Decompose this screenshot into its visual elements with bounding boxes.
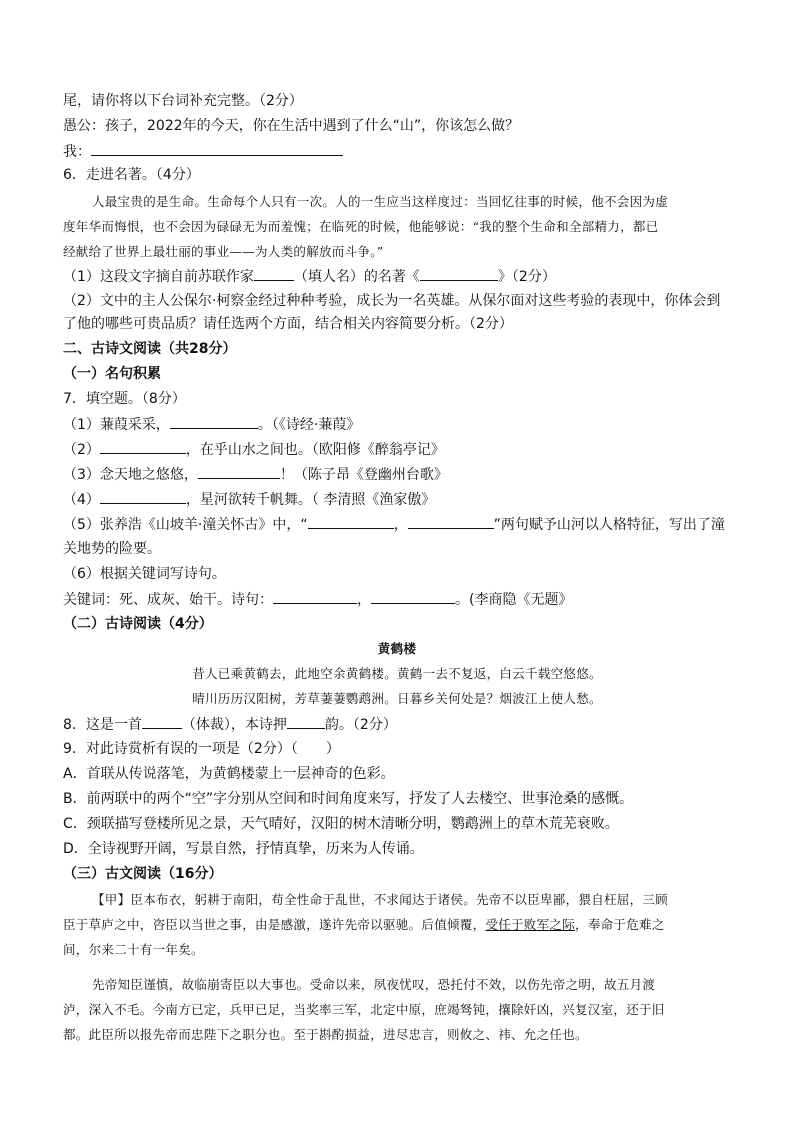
question-line (63, 414, 360, 435)
question-text: （体裁），本诗押 (181, 717, 287, 733)
text-line: 尾，请你将以下台词补充完整。（2分） (63, 93, 303, 109)
answer-blank[interactable] (142, 714, 182, 729)
subsection-title: （三）古文阅读（16分） (63, 866, 223, 882)
question-line: （2）文中的主人公保尔·柯察金经过种种考验，成长为一名英雄。从保尔面对这些考验的表现中，你体会到 (63, 293, 721, 309)
passage-line: 都。此臣所以报先帝而忠陛下之职分也。至于斟酌损益，进尽忠言，则攸之、祎、允之任也。 (63, 1027, 588, 1042)
question-line (63, 489, 435, 510)
answer-blank[interactable] (100, 489, 186, 504)
option-d[interactable]: D．全诗视野开阔，写景自然，抒情真挚，历来为人传诵。 (63, 841, 424, 857)
answer-blank[interactable] (408, 514, 494, 529)
passage-line: 经献给了世界上最壮丽的事业——为人类的解放而斗争。” (63, 244, 384, 259)
answer-blank[interactable] (273, 589, 357, 604)
question-text: 韵。（2分） (324, 717, 397, 733)
question-text: 8．这是一首 (63, 717, 142, 733)
question-line: 了他的哪些可贵品质？请任选两个方面，结合相关内容简要分析。（2分） (63, 316, 513, 332)
answer-label: 我： (63, 144, 91, 160)
question-line (63, 514, 725, 535)
answer-blank[interactable] (91, 141, 343, 156)
question-text: ！（陈子昂《登幽州台歌》 (279, 467, 448, 483)
answer-blank[interactable] (254, 266, 294, 281)
section-title: 二、古诗文阅读（共28分） (63, 341, 237, 357)
question-text: ”两句赋予山河以人格特征，写出了潼 (493, 517, 725, 533)
subsection-title: （二）古诗阅读（4分） (63, 616, 213, 632)
question-text: 关键词：死、成灰、始干。诗句： (63, 592, 273, 608)
question-title: 6．走进名著。（4分） (63, 167, 200, 183)
passage-line: 度年华而悔恨，也不会因为碌碌无为而羞愧；在临死的时候，他能够说：“我的整个生命和全部精力，都已 (63, 219, 659, 234)
subsection-title: （一）名句积累 (63, 366, 161, 382)
question-text: （1）这段文字摘自前苏联作家 (63, 269, 254, 285)
question-text: （3）念天地之悠悠， (63, 467, 198, 483)
question-text: ， (393, 517, 408, 533)
text-line: 愚公：孩子，2022年的今天，你在生活中遇到了什么“山”，你该怎么做？ (63, 118, 520, 134)
question-line: （6）根据关键词写诗句。 (63, 566, 226, 582)
question-text: 。（《诗经·蒹葭》 (257, 417, 361, 433)
question-line: 关地势的险要。 (63, 541, 161, 557)
option-b[interactable]: B．前两联中的两个“空”字分别从空间和时间角度来写，抒发了人去楼空、世事沧桑的感慨。 (63, 791, 634, 807)
passage-line: 【甲】臣本布衣，躬耕于南阳，苟全性命于乱世，不求闻达于诸侯。先帝不以臣卑鄙，猥自枉屈，三顾 (92, 892, 669, 907)
question-text: 。(李商隐《无题》 (455, 592, 573, 608)
passage-text: ，奉命于危难之 (575, 917, 665, 932)
answer-blank[interactable] (420, 266, 498, 281)
passage-line: 泸，深入不毛。今南方已定，兵甲已足，当奖率三军，北定中原，庶竭驽钝，攘除奸凶，兴复汉室，还于旧 (63, 1002, 665, 1017)
question-text: ，在乎山水之间也。（欧阳修《醉翁亭记》 (185, 442, 445, 458)
question-title: 7．填空题。（8分） (63, 391, 186, 407)
question-text: （5）张养浩《山坡羊·潼关怀古》中，“ (63, 517, 308, 533)
passage-line (63, 915, 665, 935)
question-line (63, 464, 448, 485)
passage-line: 间，尔来二十有一年矣。 (63, 942, 204, 957)
question-text: （4） (63, 492, 100, 508)
question-line (63, 714, 397, 735)
question-line (63, 589, 572, 610)
poem-line: 昔人已乘黄鹤去，此地空余黄鹤楼。黄鹤一去不复返，白云千载空悠悠。 (192, 666, 602, 681)
answer-blank[interactable] (170, 414, 258, 429)
underlined-phrase: 受任于败军之际 (485, 917, 576, 932)
answer-line (63, 141, 343, 162)
poem-line: 晴川历历汉阳树，芳草萋萋鹦鹉洲。日暮乡关何处是？烟波江上使人愁。 (192, 691, 602, 706)
passage-text: 臣于草庐之中，咨臣以当世之事，由是感激，遂许先帝以驱驰。后值倾覆， (63, 917, 486, 932)
question-text: （填人名）的名著《 (293, 269, 420, 285)
poem-title: 黄鹤楼 (377, 641, 417, 656)
question-text: 》（2分） (497, 269, 556, 285)
question-line (63, 266, 556, 287)
question-text: （2） (63, 442, 100, 458)
answer-blank[interactable] (308, 514, 394, 529)
passage-line: 先帝知臣谨慎，故临崩寄臣以大事也。受命以来，夙夜忧叹，恐托付不效，以伤先帝之明，故五月渡 (92, 977, 656, 992)
answer-blank[interactable] (287, 714, 325, 729)
answer-blank[interactable] (198, 464, 280, 479)
answer-blank[interactable] (100, 439, 186, 454)
question-line: 9．对此诗赏析有误的一项是（2分）（ ） (63, 741, 340, 757)
passage-line: 人最宝贵的是生命。生命每个人只有一次。人的一生应当这样度过：当回忆往事的时候，他不会因为虚 (92, 194, 669, 209)
option-a[interactable]: A．首联从传说落笔，为黄鹤楼蒙上一层神奇的色彩。 (63, 766, 395, 782)
option-c[interactable]: C．颈联描写登楼所见之景，天气晴好，汉阳的树木清晰分明，鹦鹉洲上的草木荒芜衰败。 (63, 816, 619, 832)
question-text: ， (357, 592, 371, 608)
question-line (63, 439, 445, 460)
answer-blank[interactable] (371, 589, 455, 604)
question-text: （1）蒹葭采采， (63, 417, 170, 433)
question-text: ，星河欲转千帆舞。（ 李清照《渔家傲》 (185, 492, 436, 508)
